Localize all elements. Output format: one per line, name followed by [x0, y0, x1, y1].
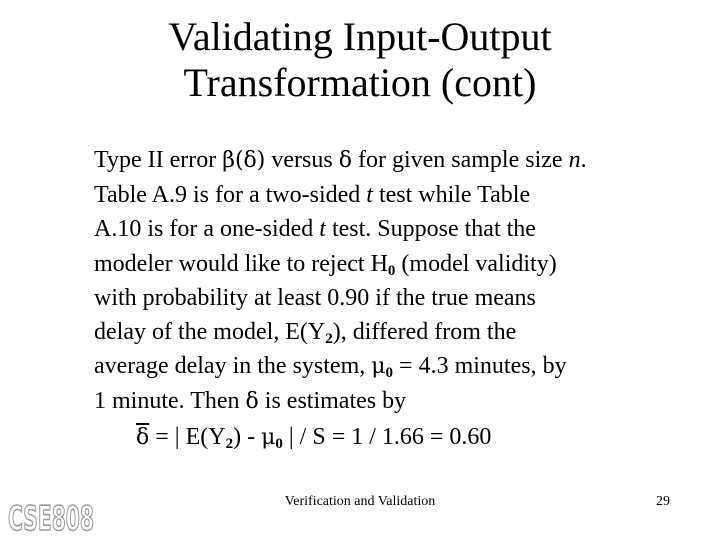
delta-formula: $\overline{\delta}$ = | $E(Y_2) - \mu_0$ | / S = 1 / 1.66 = 0.60 — [136, 423, 492, 452]
body-line-8: 1 minute. Then δ is estimates by — [94, 388, 407, 415]
title-line-1: Validating Input-Output — [168, 14, 552, 59]
body-line-2: Table A.9 is for a two-sided t test while Table — [94, 182, 531, 209]
slide-title — [0, 14, 720, 106]
body-line-4: modeler would like to reject $H_0$ (model validity) — [94, 250, 557, 279]
cse808-logo — [6, 490, 98, 539]
body-line-5: with probability at least 0.90 if the true means — [94, 284, 536, 311]
page-number: 29 — [656, 494, 670, 509]
body-paragraph — [94, 143, 694, 455]
body-line-6: delay of the model, $E(Y_2)$, differed from the — [94, 319, 517, 348]
svg-text:CSE808: CSE808 — [8, 499, 94, 539]
body-line-1: Type II error β(δ) versus δ for given sample size n. — [94, 147, 587, 173]
body-line-7: average delay in the system, $\mu_0 = 4.3$ minutes, by — [94, 353, 567, 382]
footer-title: Verification and Validation — [284, 494, 436, 509]
body-line-3: A.10 is for a one-sided t test. Suppose that the — [94, 216, 536, 243]
title-line-2: Transformation (cont) — [183, 60, 537, 105]
